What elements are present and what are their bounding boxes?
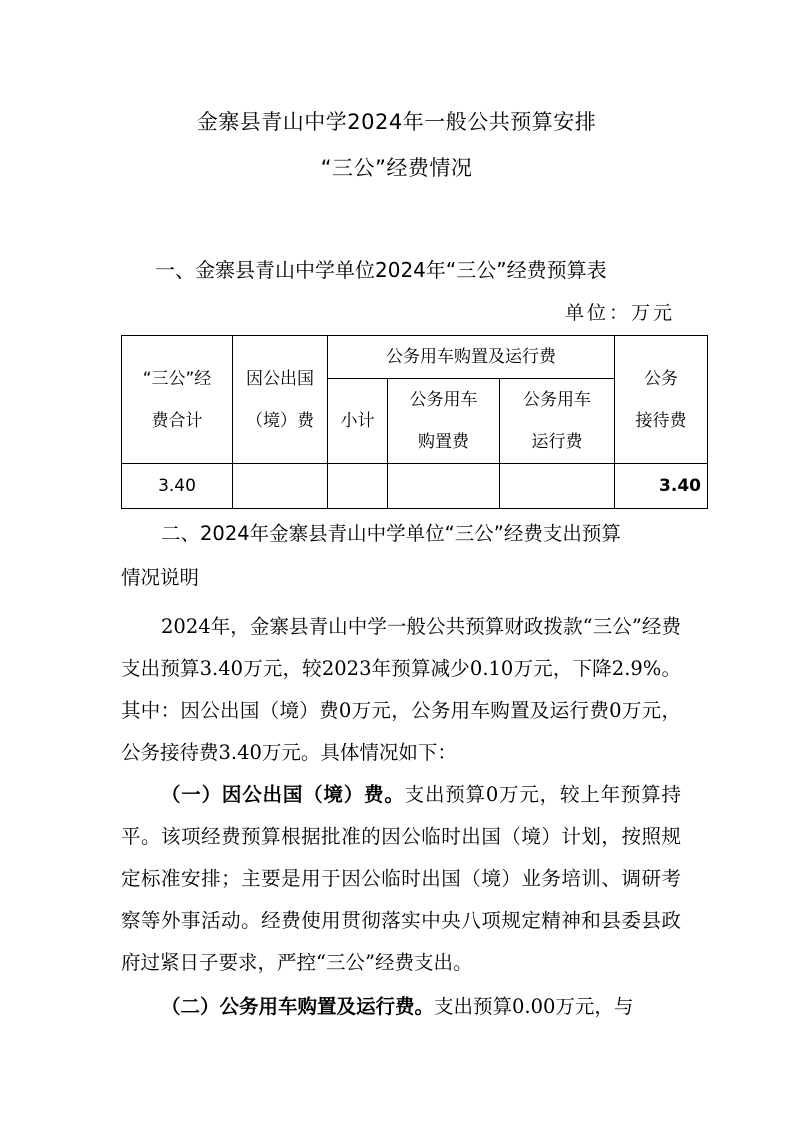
cell-abroad [233, 464, 328, 509]
header-purchase-line1: 公务用车 [409, 390, 478, 410]
header-reception-line1: 公务 [644, 368, 678, 389]
paragraph-abroad [121, 774, 681, 984]
document-title-line2: “三公”经费情况 [320, 156, 473, 180]
header-operate-line2: 运行费 [531, 432, 583, 452]
paragraph-summary [121, 606, 681, 774]
paragraph-vehicle-lead: （二）公务用车购置及运行费。 [161, 995, 435, 1018]
header-purchase [388, 379, 500, 464]
paragraph-vehicle [121, 986, 681, 1028]
section2-heading [121, 512, 681, 600]
header-abroad-line2: （境）费 [246, 410, 314, 431]
section2-heading-line2: 情况说明 [121, 566, 200, 589]
header-reception-line2: 接待费 [635, 410, 687, 431]
header-total-line2: 费合计 [151, 410, 203, 431]
paragraph-abroad-body: 支出预算0万元，较上年预算持平。该项经费预算根据批准的因公临时出国（境）计划，按照规定标准安排；主要是用于因公临时出国（境）业务培训、调研考察等外事活动。经费使用贯彻落实中央八项规定精神和县委县政府过紧日子要求，严控“三公”经费支出。 [121, 783, 681, 974]
header-abroad [233, 336, 328, 464]
document-title-line1: 金寨县青山中学2024年一般公共预算安排 [196, 110, 597, 134]
cell-operate [500, 464, 615, 509]
header-vehicle-group: 公务用车购置及运行费 [328, 336, 615, 379]
cell-purchase [388, 464, 500, 509]
section2-heading-line1: 二、2024年金寨县青山中学单位“三公”经费支出预算 [161, 522, 621, 545]
header-reception [615, 336, 708, 464]
cell-reception: 3.40 [615, 464, 708, 509]
table-row [122, 464, 708, 509]
header-operate-line1: 公务用车 [523, 390, 591, 410]
header-total [122, 336, 233, 464]
table-header-row [122, 336, 708, 379]
unit-label: 单位：万元 [564, 302, 675, 324]
budget-table [121, 335, 708, 509]
header-abroad-line1: 因公出国 [246, 368, 314, 389]
paragraph-abroad-lead: （一）因公出国（境）费。 [161, 783, 405, 806]
section1-heading: 一、金寨县青山中学单位2024年“三公”经费预算表 [155, 258, 607, 282]
paragraph-summary-text: 2024年，金寨县青山中学一般公共预算财政拨款“三公”经费支出预算3.40万元，较2023年预算减少0.10万元，下降2.9%。其中：因公出国（境）费0万元，公务用车购置及运行费0万元，公务接待费3.40万元。具体情况如下： [121, 615, 681, 764]
paragraph-vehicle-body: 支出预算0.00万元，与 [434, 995, 634, 1018]
header-operate [500, 379, 615, 464]
header-subtotal: 小计 [328, 379, 388, 464]
cell-subtotal [328, 464, 388, 509]
header-total-line1: “三公”经 [142, 368, 212, 389]
cell-total: 3.40 [122, 464, 233, 509]
header-purchase-line2: 购置费 [418, 432, 469, 452]
